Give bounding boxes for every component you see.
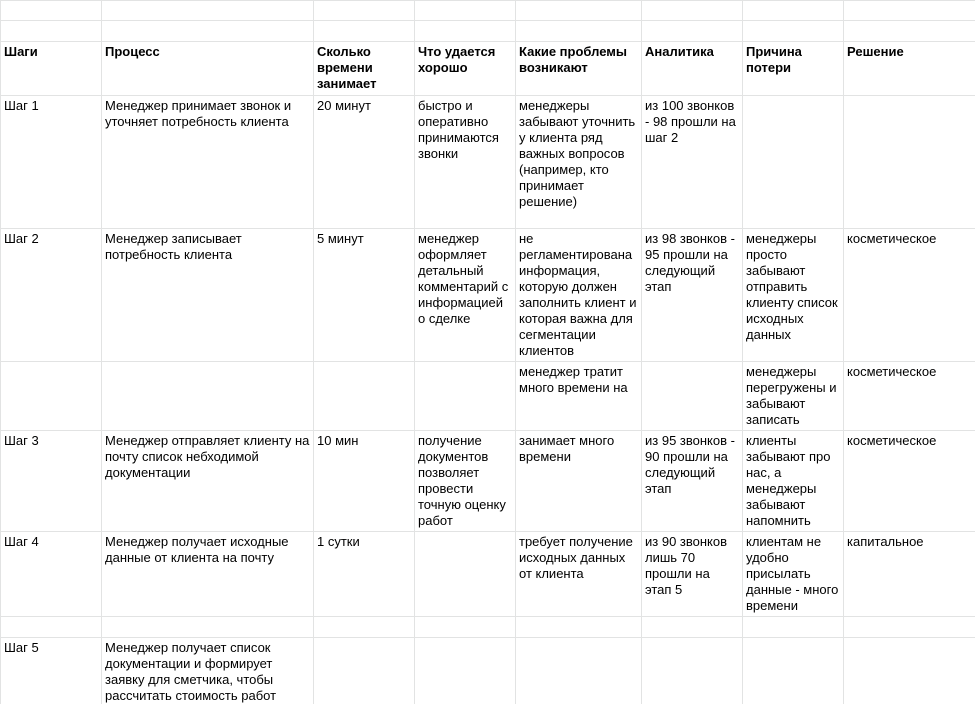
header-loss-reason-text: Причина потери: [746, 44, 802, 75]
good-text: менеджер оформляет детальный комментарий с информацией о сделке: [418, 231, 509, 326]
step-text: Шаг 5: [4, 640, 39, 655]
analytics-text: из 95 звонков - 90 прошли на следующий этап: [645, 433, 735, 496]
process-text: Менеджер записывает потребность клиента: [105, 231, 242, 262]
time-text: 10 мин: [317, 433, 359, 448]
time-cell[interactable]: [314, 431, 415, 532]
loss-reason-cell[interactable]: [743, 362, 844, 431]
good-cell[interactable]: [415, 638, 516, 704]
solution-cell[interactable]: [844, 638, 975, 704]
process-text: Менеджер получает список документации и формирует заявку для сметчика, чтобы рассчитать стоимость работ: [105, 640, 277, 703]
loss-reason-cell[interactable]: [743, 617, 844, 638]
empty-cell[interactable]: [102, 1, 314, 21]
step-cell[interactable]: [1, 532, 102, 617]
loss-reason-cell[interactable]: [743, 229, 844, 362]
process-cell[interactable]: [102, 617, 314, 638]
loss-reason-cell[interactable]: [743, 638, 844, 704]
process-cell[interactable]: [102, 638, 314, 704]
solution-cell[interactable]: [844, 431, 975, 532]
solution-cell[interactable]: [844, 532, 975, 617]
loss-reason-cell[interactable]: [743, 431, 844, 532]
header-cell-steps[interactable]: [1, 42, 102, 96]
process-cell[interactable]: [102, 532, 314, 617]
loss-reason-text: менеджеры перегружены и забывают записать: [746, 364, 837, 427]
time-text: 1 сутки: [317, 534, 360, 549]
empty-cell[interactable]: [102, 21, 314, 42]
loss-reason-text: менеджеры просто забывают отправить клиенту список исходных данных: [746, 231, 838, 342]
header-cell-time[interactable]: [314, 42, 415, 96]
loss-reason-text: клиентам не удобно присылать данные - много времени: [746, 534, 839, 613]
step-text: Шаг 2: [4, 231, 39, 246]
empty-row: [1, 21, 975, 42]
time-cell[interactable]: [314, 96, 415, 229]
time-cell[interactable]: [314, 638, 415, 704]
empty-cell[interactable]: [1, 21, 102, 42]
time-text: 5 минут: [317, 231, 364, 246]
good-text: получение документов позволяет провести точную оценку работ: [418, 433, 506, 528]
solution-text: косметическое: [847, 231, 937, 246]
analytics-cell[interactable]: [642, 96, 743, 229]
empty-cell[interactable]: [516, 1, 642, 21]
loss-reason-text: клиенты забывают про нас, а менеджеры забывают напомнить: [746, 433, 831, 528]
process-text: Менеджер получает исходные данные от клиента на почту: [105, 534, 289, 565]
analytics-cell[interactable]: [642, 431, 743, 532]
table-row: [1, 617, 975, 638]
header-good-text: Что удается хорошо: [418, 44, 496, 75]
problems-text: требует получение исходных данных от клиента: [519, 534, 633, 581]
header-steps-text: Шаги: [4, 44, 38, 59]
time-cell[interactable]: [314, 617, 415, 638]
time-cell[interactable]: [314, 229, 415, 362]
header-cell-analytics[interactable]: [642, 42, 743, 96]
analytics-text: из 100 звонков - 98 прошли на шаг 2: [645, 98, 736, 145]
empty-cell[interactable]: [844, 21, 975, 42]
solution-cell[interactable]: [844, 96, 975, 229]
table-row: [1, 229, 975, 362]
empty-cell[interactable]: [314, 21, 415, 42]
good-text: быстро и оперативно принимаются звонки: [418, 98, 499, 161]
solution-text: косметическое: [847, 364, 937, 379]
good-cell[interactable]: [415, 431, 516, 532]
loss-reason-cell[interactable]: [743, 532, 844, 617]
header-cell-loss-reason[interactable]: [743, 42, 844, 96]
empty-cell[interactable]: [743, 21, 844, 42]
analytics-text: из 90 звонков лишь 70 прошли на этап 5: [645, 534, 728, 597]
solution-text: косметическое: [847, 433, 937, 448]
analytics-cell[interactable]: [642, 532, 743, 617]
step-text: Шаг 1: [4, 98, 39, 113]
process-cell[interactable]: [102, 431, 314, 532]
process-text: Менеджер принимает звонок и уточняет потребность клиента: [105, 98, 292, 129]
analytics-cell[interactable]: [642, 229, 743, 362]
table-row: [1, 96, 975, 229]
solution-cell[interactable]: [844, 229, 975, 362]
problems-cell[interactable]: [516, 617, 642, 638]
header-row: [1, 42, 975, 96]
good-cell[interactable]: [415, 617, 516, 638]
problems-cell[interactable]: [516, 431, 642, 532]
empty-cell[interactable]: [743, 1, 844, 21]
table-row: [1, 638, 975, 704]
problems-cell[interactable]: [516, 638, 642, 704]
empty-cell[interactable]: [314, 1, 415, 21]
good-cell[interactable]: [415, 532, 516, 617]
step-cell[interactable]: [1, 96, 102, 229]
problems-cell[interactable]: [516, 362, 642, 431]
header-problems-text: Какие проблемы возникают: [519, 44, 627, 75]
problems-cell[interactable]: [516, 229, 642, 362]
step-text: Шаг 3: [4, 433, 39, 448]
step-cell[interactable]: [1, 229, 102, 362]
problems-text: менеджер тратит много времени на: [519, 364, 628, 395]
analytics-cell[interactable]: [642, 638, 743, 704]
time-cell[interactable]: [314, 532, 415, 617]
problems-cell[interactable]: [516, 96, 642, 229]
empty-cell[interactable]: [642, 21, 743, 42]
header-cell-problems[interactable]: [516, 42, 642, 96]
header-solution-text: Решение: [847, 44, 904, 59]
header-process-text: Процесс: [105, 44, 160, 59]
empty-cell[interactable]: [415, 21, 516, 42]
empty-row: [1, 1, 975, 21]
analytics-cell[interactable]: [642, 617, 743, 638]
table-row: [1, 532, 975, 617]
step-cell[interactable]: [1, 638, 102, 704]
step-cell[interactable]: [1, 362, 102, 431]
solution-text: капитальное: [847, 534, 924, 549]
step-text: Шаг 4: [4, 534, 39, 549]
header-time-text: Сколько времени занимает: [317, 44, 377, 91]
step-cell[interactable]: [1, 431, 102, 532]
analytics-text: из 98 звонков - 95 прошли на следующий этап: [645, 231, 735, 294]
header-cell-solution[interactable]: [844, 42, 975, 96]
empty-cell[interactable]: [844, 1, 975, 21]
problems-text: не регламентирована информация, которую должен заполнить клиент и которая важна для сегментации клиентов: [519, 231, 637, 358]
loss-reason-cell[interactable]: [743, 96, 844, 229]
problems-text: занимает много времени: [519, 433, 615, 464]
header-cell-good[interactable]: [415, 42, 516, 96]
process-cell[interactable]: [102, 96, 314, 229]
problems-cell[interactable]: [516, 532, 642, 617]
header-analytics-text: Аналитика: [645, 44, 714, 59]
process-cell[interactable]: [102, 229, 314, 362]
analytics-cell[interactable]: [642, 362, 743, 431]
good-cell[interactable]: [415, 229, 516, 362]
table-row: [1, 431, 975, 532]
process-text: Менеджер отправляет клиенту на почту список небходимой документации: [105, 433, 310, 480]
step-cell[interactable]: [1, 617, 102, 638]
solution-cell[interactable]: [844, 362, 975, 431]
time-cell[interactable]: [314, 362, 415, 431]
empty-cell[interactable]: [415, 1, 516, 21]
header-cell-process[interactable]: [102, 42, 314, 96]
process-cell[interactable]: [102, 362, 314, 431]
good-cell[interactable]: [415, 96, 516, 229]
time-text: 20 минут: [317, 98, 371, 113]
good-cell[interactable]: [415, 362, 516, 431]
table-row: [1, 362, 975, 431]
empty-cell[interactable]: [642, 1, 743, 21]
empty-cell[interactable]: [1, 1, 102, 21]
problems-text: менеджеры забывают уточнить у клиента ряд важных вопросов (например, кто принимает решение): [519, 98, 636, 209]
solution-cell[interactable]: [844, 617, 975, 638]
empty-cell[interactable]: [516, 21, 642, 42]
